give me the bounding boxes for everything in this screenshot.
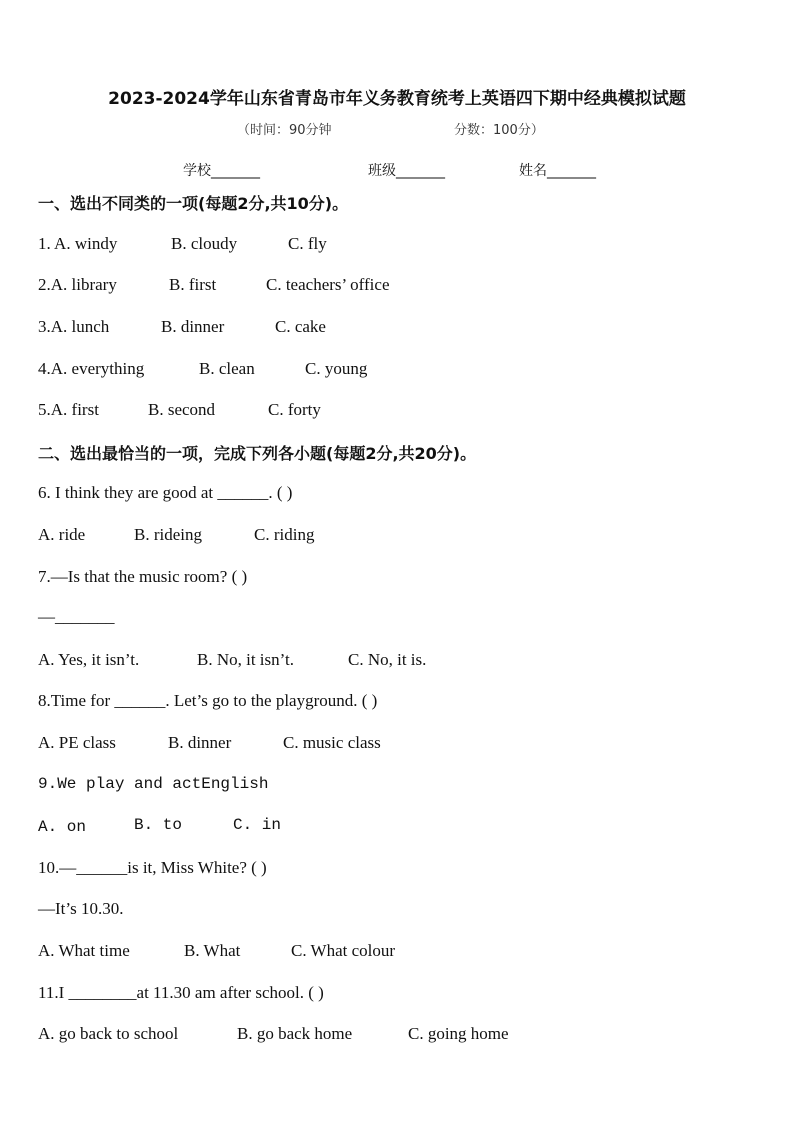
q7-option-b: B. No, it isn’t. [197, 650, 294, 669]
question-8-options [38, 733, 381, 753]
q11-option-b: B. go back home [237, 1024, 353, 1043]
q6-option-c: C. riding [254, 525, 315, 544]
q3-option-c: C. cake [275, 317, 326, 336]
q4-option-b: B. clean [199, 359, 255, 378]
question-8-stem: 8.Time for ______. Let’s go to the playground. ( ) [38, 691, 378, 710]
q1-option-b: B. cloudy [171, 234, 238, 253]
q7-option-a: A. Yes, it isn’t. [38, 650, 140, 669]
section-2-heading: 二、选出最恰当的一项，完成下列各小题(每题2分,共20分)。 [38, 444, 477, 463]
question-6-stem: 6. I think they are good at ______. ( ) [38, 483, 293, 502]
q3-option-b: B. dinner [161, 317, 225, 336]
class-field: 班级_______ [368, 163, 445, 179]
q11-option-a: A. go back to school [38, 1024, 179, 1043]
question-3 [38, 317, 326, 337]
q9-option-c: C. in [233, 816, 282, 834]
question-10-reply: —It’s 10.30. [38, 899, 124, 918]
question-7-options [38, 650, 427, 670]
question-9-stem: 9.We play and actEnglish [38, 775, 269, 793]
q2-option-b: B. first [169, 275, 217, 294]
question-11-options [38, 1024, 509, 1044]
school-field: 学校_______ [183, 163, 260, 179]
q5-option-c: C. forty [268, 400, 321, 419]
q5-option-a: 5.A. first [38, 400, 99, 419]
q8-option-a: A. PE class [38, 733, 116, 752]
question-4 [38, 359, 368, 379]
question-10-stem: 10.—______is it, Miss White? ( ) [38, 858, 267, 877]
q9-option-a: A. on [38, 818, 87, 836]
q7-option-c: C. No, it is. [348, 650, 427, 669]
q11-option-c: C. going home [408, 1024, 509, 1043]
question-2 [38, 275, 390, 295]
exam-time: （时间：90分钟 [237, 123, 332, 138]
q8-option-b: B. dinner [168, 733, 232, 752]
q2-option-a: 2.A. library [38, 275, 117, 294]
question-9-options [38, 816, 282, 836]
q10-option-a: A. What time [38, 941, 130, 960]
q6-option-a: A. ride [38, 525, 86, 544]
section-1-heading: 一、选出不同类的一项(每题2分,共10分)。 [38, 194, 349, 213]
exam-score: 分数：100分） [454, 123, 544, 138]
page-title: 2023-2024学年山东省青岛市年义务教育统考上英语四下期中经典模拟试题 [108, 89, 686, 109]
q2-option-c: C. teachers’ office [266, 275, 390, 294]
question-7-stem: 7.—Is that the music room? ( ) [38, 567, 248, 586]
q1-option-c: C. fly [288, 234, 327, 253]
question-6-options [38, 525, 315, 545]
name-field: 姓名_______ [519, 163, 596, 179]
question-10-options [38, 941, 396, 961]
question-7-reply: —_______ [38, 607, 115, 626]
question-1 [38, 234, 327, 254]
question-11-stem: 11.I ________at 11.30 am after school. ( ) [38, 983, 324, 1002]
q10-option-c: C. What colour [291, 941, 396, 960]
q4-option-a: 4.A. everything [38, 359, 145, 378]
q8-option-c: C. music class [283, 733, 381, 752]
q1-option-a: 1. A. windy [38, 234, 118, 253]
question-5 [38, 400, 321, 420]
q5-option-b: B. second [148, 400, 216, 419]
q10-option-b: B. What [184, 941, 241, 960]
q9-option-b: B. to [134, 816, 183, 834]
q6-option-b: B. rideing [134, 525, 202, 544]
q3-option-a: 3.A. lunch [38, 317, 110, 336]
q4-option-c: C. young [305, 359, 368, 378]
